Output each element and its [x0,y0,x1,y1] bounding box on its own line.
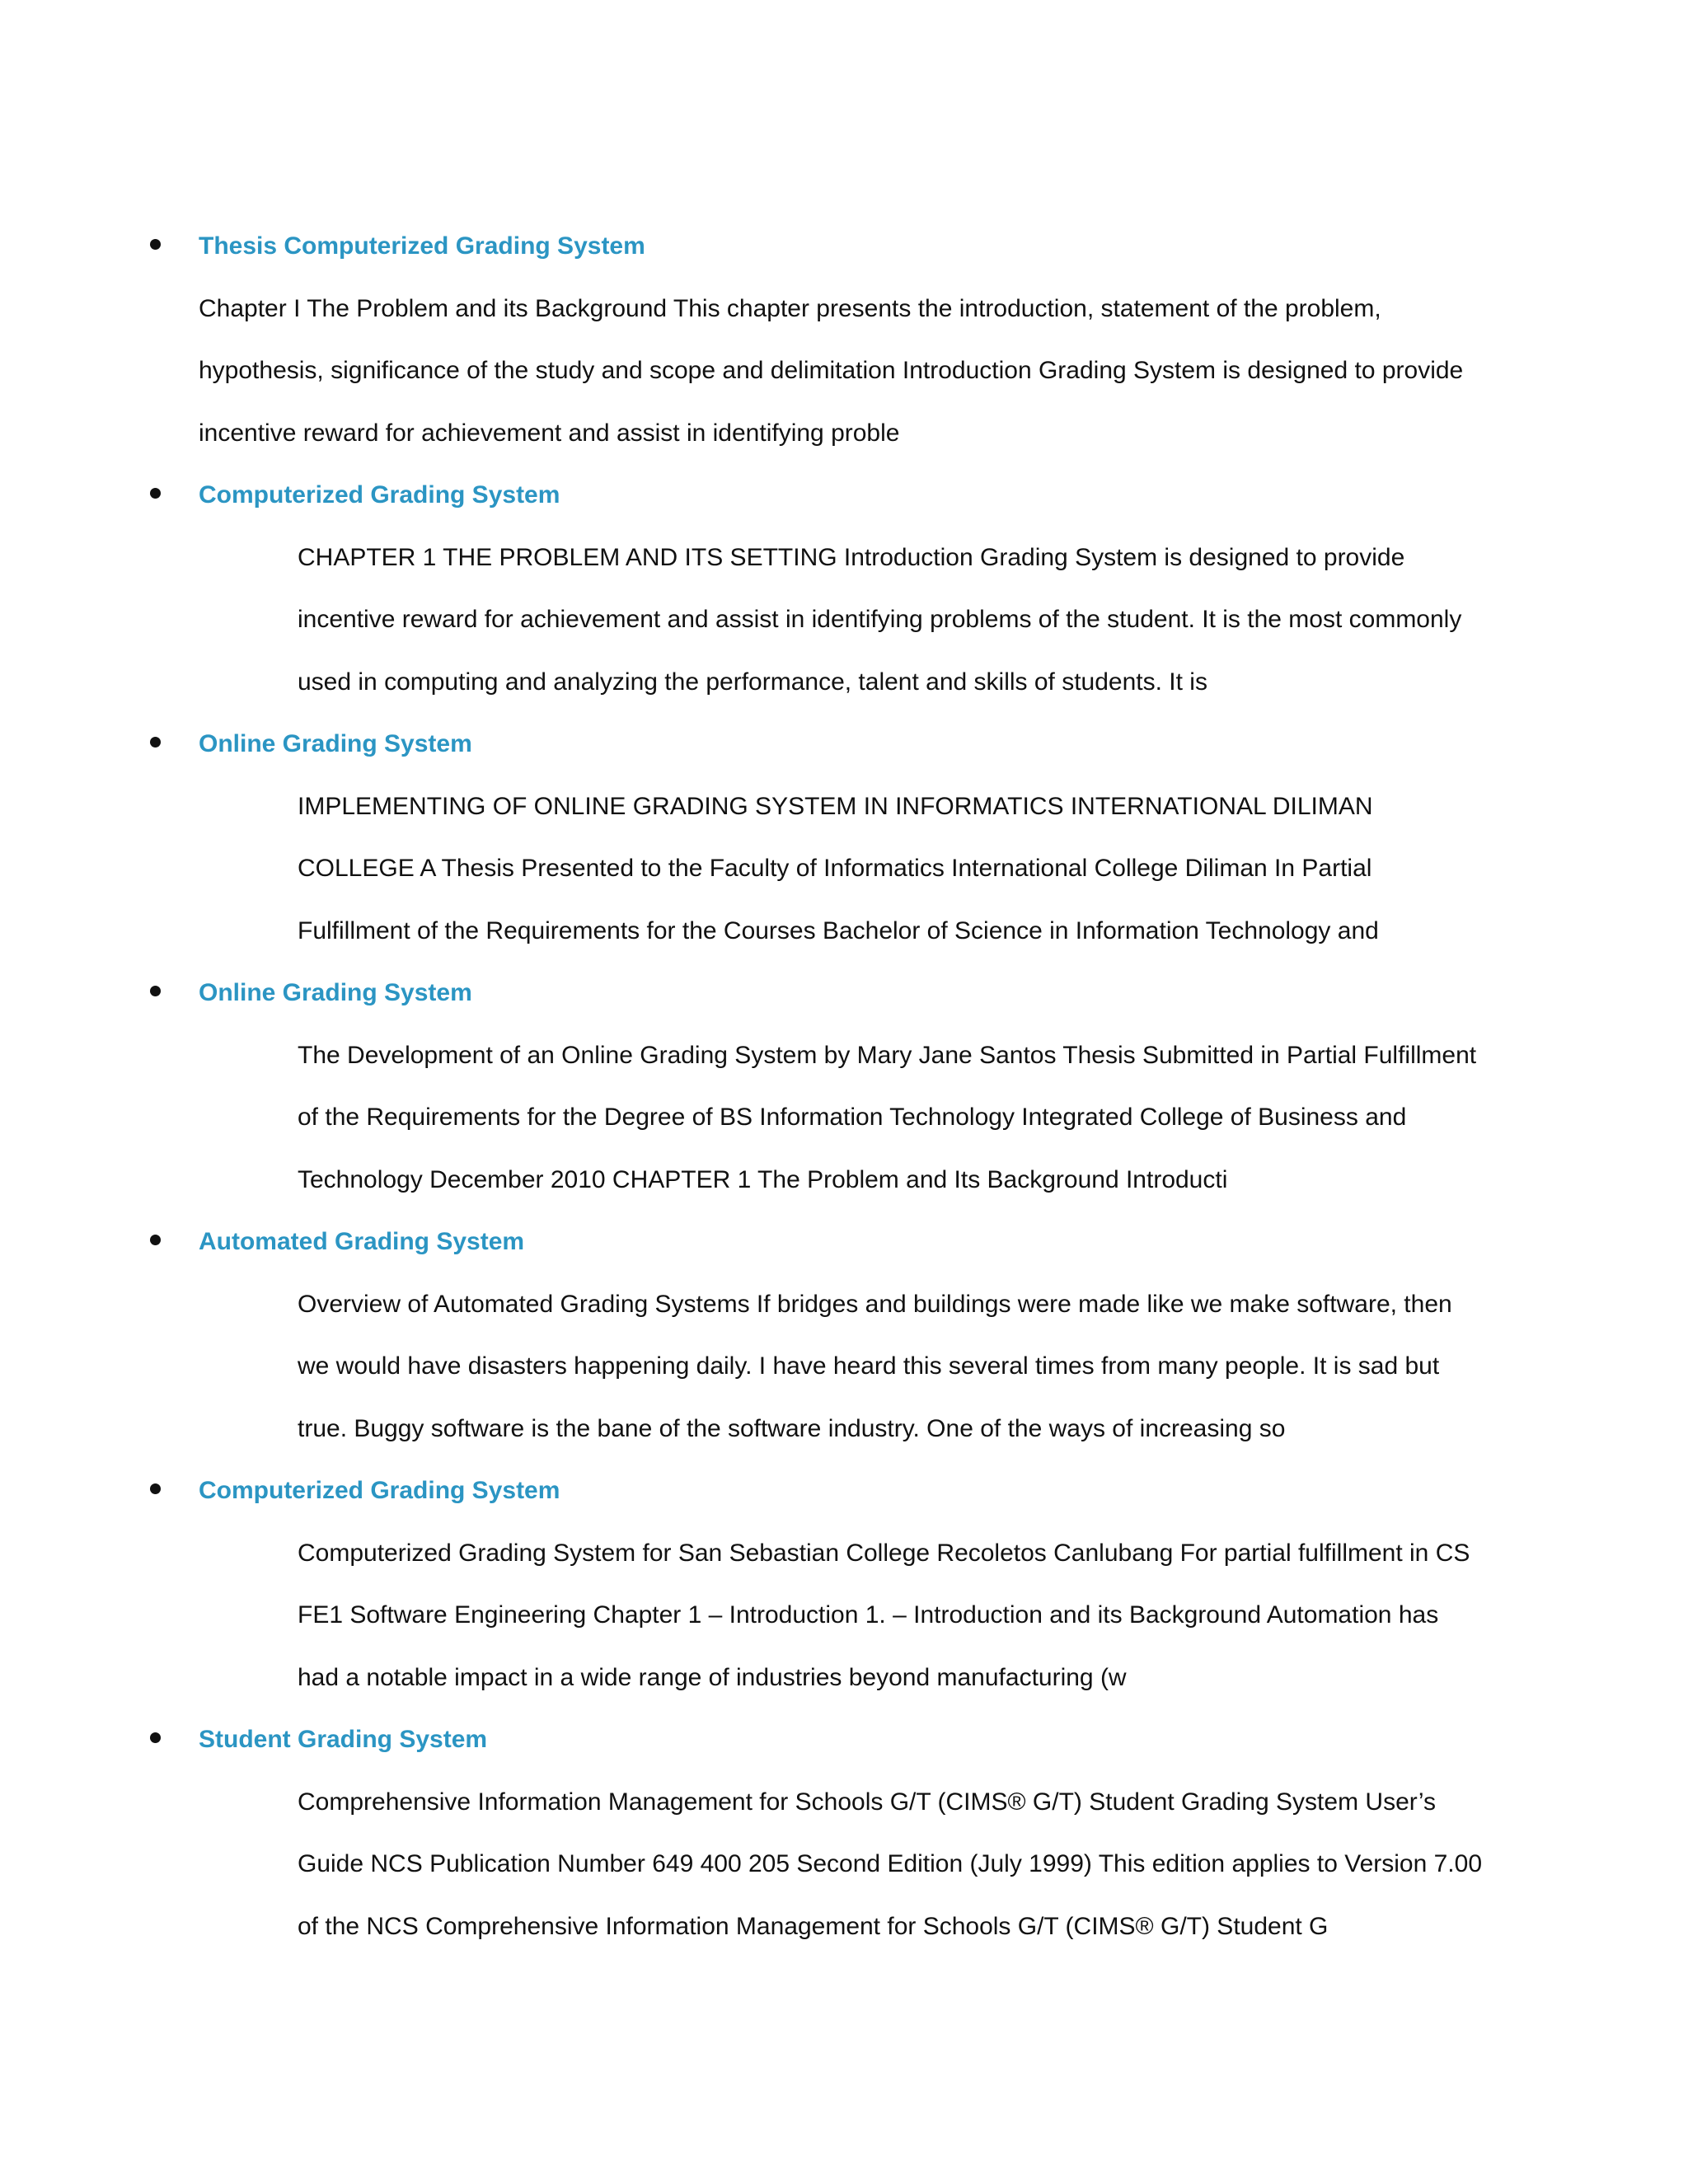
snippet-line: of the NCS Comprehensive Information Management for Schools G/T (CIMS® G/T) Student G [298,1912,1329,1940]
snippet-line: Technology December 2010 CHAPTER 1 The Problem and Its Background Introducti [298,1165,1228,1193]
snippet-line: used in computing and analyzing the performance, talent and skills of students. It is [298,668,1207,696]
result-title-link[interactable]: Student Grading System [199,1726,488,1753]
result-title-link[interactable]: Online Grading System [199,979,472,1006]
result-item [0,713,1688,962]
result-snippet [0,1024,1517,1212]
snippet-line: Fulfillment of the Requirements for the Courses Bachelor of Science in Information Technology and [298,916,1379,944]
result-item [0,962,1688,1211]
result-item [0,215,1688,464]
snippet-line: Computerized Grading System for San Sebastian College Recoletos Canlubang For partial fulfillment in CS [298,1539,1470,1567]
result-snippet [0,776,1517,963]
snippet-line: incentive reward for achievement and assist in identifying problems of the student. It is the most commonly [298,606,1462,633]
result-item [0,1708,1688,1957]
snippet-line: The Development of an Online Grading System by Mary Jane Santos Thesis Submitted in Partial Fulfillment [298,1041,1477,1069]
result-snippet [0,1771,1517,1958]
result-title-link[interactable]: Thesis Computerized Grading System [199,232,645,260]
snippet-line: hypothesis, significance of the study and scope and delimitation Introduction Grading System is designed to provide [199,357,1464,384]
snippet-line: of the Requirements for the Degree of BS Information Technology Integrated College of Business and [298,1104,1407,1131]
snippet-line: had a notable impact in a wide range of industries beyond manufacturing (w [298,1663,1127,1691]
result-snippet [0,1273,1517,1460]
result-snippet [0,1522,1517,1709]
search-results-list [0,215,1688,1957]
result-snippet [0,527,1517,714]
snippet-line: we would have disasters happening daily. I have heard this several times from many people. It is sad but [298,1352,1440,1380]
result-title-link[interactable]: Automated Grading System [199,1228,525,1255]
result-title-link[interactable]: Online Grading System [199,730,472,757]
result-item [0,1211,1688,1460]
result-item [0,464,1688,713]
result-title-link[interactable]: Computerized Grading System [199,481,560,509]
snippet-line: FE1 Software Engineering Chapter 1 – Introduction 1. – Introduction and its Background Automation has [298,1601,1439,1629]
snippet-line: COLLEGE A Thesis Presented to the Faculty of Informatics International College Diliman In Partial [298,855,1372,882]
snippet-line: Chapter I The Problem and its Background This chapter presents the introduction, statement of the problem, [199,294,1381,322]
result-item [0,1460,1688,1708]
result-title-link[interactable]: Computerized Grading System [199,1477,560,1504]
snippet-line: CHAPTER 1 THE PROBLEM AND ITS SETTING Introduction Grading System is designed to provide [298,543,1405,571]
snippet-line: Overview of Automated Grading Systems If bridges and buildings were made like we make software, then [298,1290,1452,1318]
snippet-line: IMPLEMENTING OF ONLINE GRADING SYSTEM IN INFORMATICS INTERNATIONAL DILIMAN [298,792,1373,820]
snippet-line: Guide NCS Publication Number 649 400 205 Second Edition (July 1999) This edition applies to Version 7.00 [298,1850,1482,1877]
snippet-line: Comprehensive Information Management for Schools G/T (CIMS® G/T) Student Grading System User’s [298,1788,1436,1816]
snippet-line: incentive reward for achievement and assist in identifying proble [199,419,900,447]
result-snippet [0,278,1517,465]
snippet-line: true. Buggy software is the bane of the software industry. One of the ways of increasing so [298,1414,1286,1442]
